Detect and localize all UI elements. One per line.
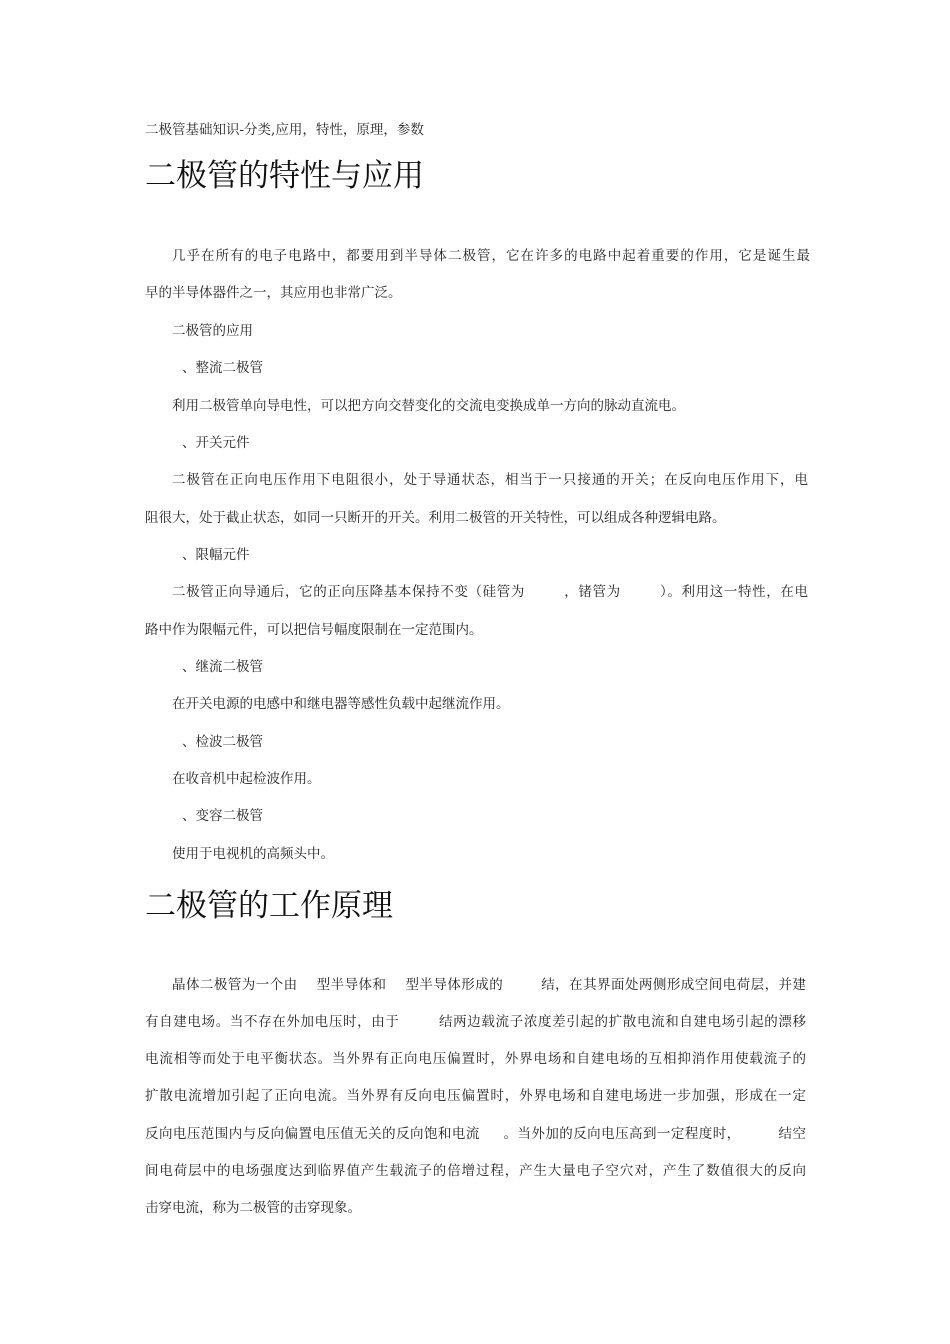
item-text-varactor: 使用于电视机的高频头中。 — [172, 846, 334, 862]
intro-line-2: 早的半导体器件之一，其应用也非常广泛。 — [145, 285, 402, 301]
intro-line-1: 几乎在所有的电子电路中，都要用到半导体二极管，它在许多的电路中起着重要的作用，它是诞生最 — [172, 248, 810, 264]
item-text-limiter-2: 路中作为限幅元件，可以把信号幅度限制在一定范围内。 — [145, 622, 483, 638]
principle-line-4: 扩散电流增加引起了正向电流。当外界有反向电压偏置时，外界电场和自建电场进一步加强，形成在一定 — [145, 1088, 806, 1104]
principle-line-3: 电流相等而处于电平衡状态。当外界有正向电压偏置时，外界电场和自建电场的互相抑消作用使载流子的 — [145, 1051, 806, 1067]
principle-line-6: 间电荷层中的电场强度达到临界值产生载流子的倍增过程，产生大量电子空穴对，产生了数值很大的反向 — [145, 1163, 806, 1179]
item-text-switch-1: 二极管在正向电压作用下电阻很小，处于导通状态，相当于一只接通的开关；在反向电压作用下，电 — [172, 472, 808, 488]
item-label-freewheel: 、继流二极管 — [182, 659, 263, 675]
item-text-rectifier: 利用二极管单向导电性，可以把方向交替变化的交流电变换成单一方向的脉动直流电。 — [172, 398, 685, 414]
section-heading-principle: 二极管的工作原理 — [145, 888, 393, 924]
item-text-detector: 在收音机中起检波作用。 — [172, 771, 321, 787]
item-label-detector: 、检波二极管 — [182, 734, 263, 750]
principle-line-5: 反向电压范围内与反向偏置电压值无关的反向饱和电流 。当外加的反向电压高到一定程度时， 结空 — [145, 1126, 806, 1142]
applications-title: 二极管的应用 — [172, 323, 253, 339]
item-label-switch: 、开关元件 — [182, 435, 250, 451]
item-label-varactor: 、变容二极管 — [182, 808, 263, 824]
item-text-limiter-1: 二极管正向导通后，它的正向压降基本保持不变（硅管为 ，锗管为 ）。利用这一特性，在电 — [172, 584, 808, 600]
document-title: 二极管基础知识-分类,应用，特性，原理，参数 — [145, 122, 424, 138]
item-label-rectifier: 、整流二极管 — [182, 360, 263, 376]
item-label-limiter: 、限幅元件 — [182, 547, 250, 563]
item-text-freewheel: 在开关电源的电感中和继电器等感性负载中起继流作用。 — [172, 696, 510, 712]
section-heading-characteristics: 二极管的特性与应用 — [145, 158, 424, 194]
principle-line-2: 有自建电场。当不存在外加电压时，由于 结两边载流子浓度差引起的扩散电流和自建电场引起的漂移 — [145, 1014, 806, 1030]
item-text-switch-2: 阻很大，处于截止状态，如同一只断开的开关。利用二极管的开关特性，可以组成各种逻辑电路。 — [145, 510, 726, 526]
principle-line-1: 晶体二极管为一个由 型半导体和 型半导体形成的 结，在其界面处两侧形成空间电荷层，并建 — [172, 977, 806, 993]
principle-line-7: 击穿电流，称为二极管的击穿现象。 — [145, 1200, 361, 1216]
